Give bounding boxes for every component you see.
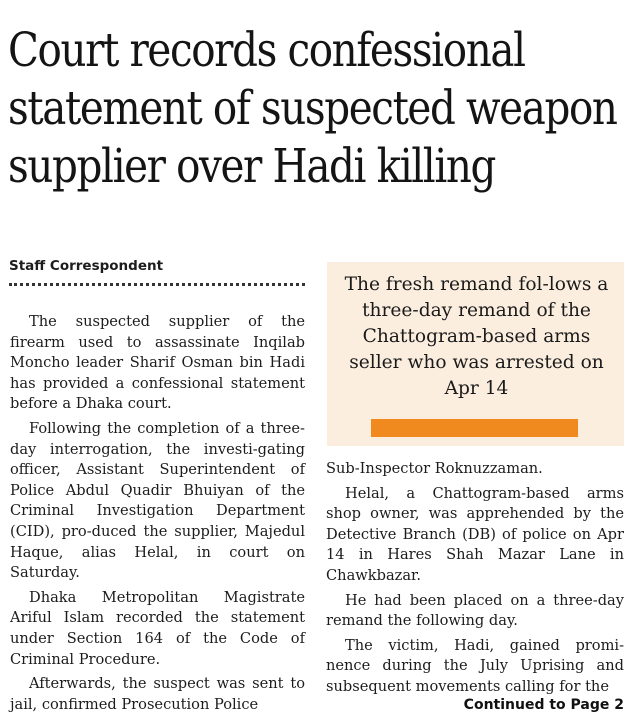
paragraph: The suspected supplier of the firearm used to assassinate Inqilab Moncho leader Sharif Osman bin Hadi has provided a confessional statement before a Dhaka court. bbox=[10, 313, 305, 413]
continued-link[interactable]: Continued to Page 2 bbox=[463, 697, 624, 713]
pull-quote-text: The fresh remand fol-lows a three-day remand of the Chattogram-based arms seller who was arrested on Apr 14 bbox=[344, 274, 609, 399]
paragraph: Helal, a Chattogram-based arms shop owner, was apprehended by the Detective Branch (DB) of police on Apr 14 in Hares Shah Mazar Lane in Chawkbazar. bbox=[326, 484, 624, 584]
headline-line: Court records confessional bbox=[8, 23, 525, 78]
paragraph: He had been placed on a three-day remand the following day. bbox=[326, 591, 624, 630]
pull-quote-accent-bar bbox=[371, 419, 578, 437]
article-column-2 bbox=[326, 459, 624, 698]
byline: Staff Correspondent bbox=[9, 258, 164, 274]
headline-line: supplier over Hadi killing bbox=[8, 139, 496, 194]
paragraph: Following the completion of a three-day interrogation, the investi-gating officer, Assistant Superintendent of Police Abdul Quadir Bhuiyan of the Criminal Investigation Department (CID), pro-duced the supplier, Majedul Haque, alias Helal, in court on Saturday. bbox=[10, 419, 305, 582]
headline bbox=[8, 22, 617, 196]
article-column-1 bbox=[10, 312, 305, 715]
dotted-divider bbox=[9, 283, 305, 286]
pull-quote-box bbox=[327, 262, 624, 446]
paragraph: Sub-Inspector Roknuzzaman. bbox=[326, 460, 543, 477]
headline-line: statement of suspected weapon bbox=[8, 81, 617, 136]
paragraph: Dhaka Metropolitan Magistrate Ariful Islam recorded the statement under Section 164 of the Code of Criminal Procedure. bbox=[10, 588, 305, 668]
paragraph: Afterwards, the suspect was sent to jail, confirmed Prosecution Police bbox=[10, 675, 305, 713]
paragraph: The victim, Hadi, gained promi-nence during the July Uprising and subsequent movements calling for the bbox=[326, 636, 624, 695]
